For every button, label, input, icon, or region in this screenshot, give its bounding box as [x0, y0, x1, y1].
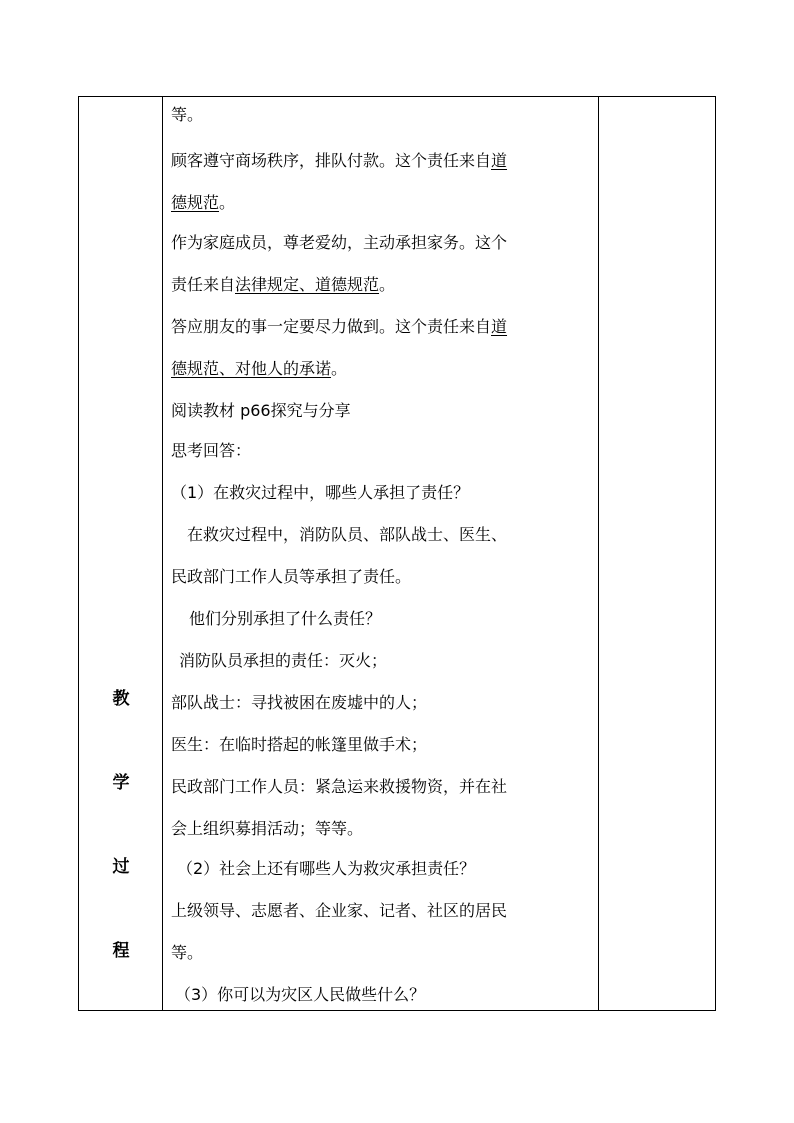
content-line: 等。 [171, 105, 204, 124]
section-label-char: 学 [112, 773, 130, 793]
notes-column [599, 97, 717, 1010]
content-line: 德规范。 [171, 193, 236, 212]
content-column [163, 97, 599, 1010]
question-line: 他们分别承担了什么责任？ [189, 609, 382, 628]
question-line: （1）在救灾过程中，哪些人承担了责任？ [171, 483, 470, 502]
answer-line: 消防队员承担的责任：灭火； [179, 651, 388, 670]
underlined-answer: 道 [491, 151, 508, 170]
section-label-column [79, 97, 163, 1010]
answer-line: 民政部门工作人员等承担了责任。 [171, 567, 412, 586]
content-line: 顾客遵守商场秩序，排队付款。这个责任来自道 [171, 151, 508, 170]
content-line: 答应朋友的事一定要尽力做到。这个责任来自道 [171, 317, 508, 336]
question-line: （2）社会上还有哪些人为救灾承担责任？ [177, 859, 476, 878]
underlined-answer: 道 [491, 317, 508, 336]
lesson-table [78, 96, 716, 1011]
content-line: 思考回答： [171, 441, 252, 460]
content-line: 德规范、对他人的承诺。 [171, 359, 348, 378]
underlined-answer: 德规范、对他人的承诺 [171, 359, 332, 378]
section-label-char: 程 [112, 941, 130, 961]
section-label-char: 过 [112, 857, 130, 877]
content-line: 阅读教材 p66探究与分享 [171, 401, 351, 420]
answer-line: 在救灾过程中，消防队员、部队战士、医生、 [187, 525, 508, 544]
question-line: （3）你可以为灾区人民做些什么？ [175, 985, 426, 1004]
content-line: 责任来自法律规定、道德规范。 [171, 275, 396, 294]
answer-line: 部队战士：寻找被困在废墟中的人； [171, 693, 428, 712]
answer-line: 民政部门工作人员：紧急运来救援物资，并在社 [171, 777, 508, 796]
content-line: 作为家庭成员，尊老爱幼，主动承担家务。这个 [171, 233, 508, 252]
answer-line: 会上组织募捐活动；等等。 [171, 819, 364, 838]
answer-line: 医生：在临时搭起的帐篷里做手术； [171, 735, 428, 754]
answer-line: 等。 [171, 943, 204, 962]
underlined-answer: 法律规定、道德规范 [235, 275, 380, 294]
answer-line: 上级领导、志愿者、企业家、记者、社区的居民 [171, 901, 508, 920]
underlined-answer: 德规范 [171, 193, 220, 212]
section-label-char: 教 [112, 689, 130, 709]
